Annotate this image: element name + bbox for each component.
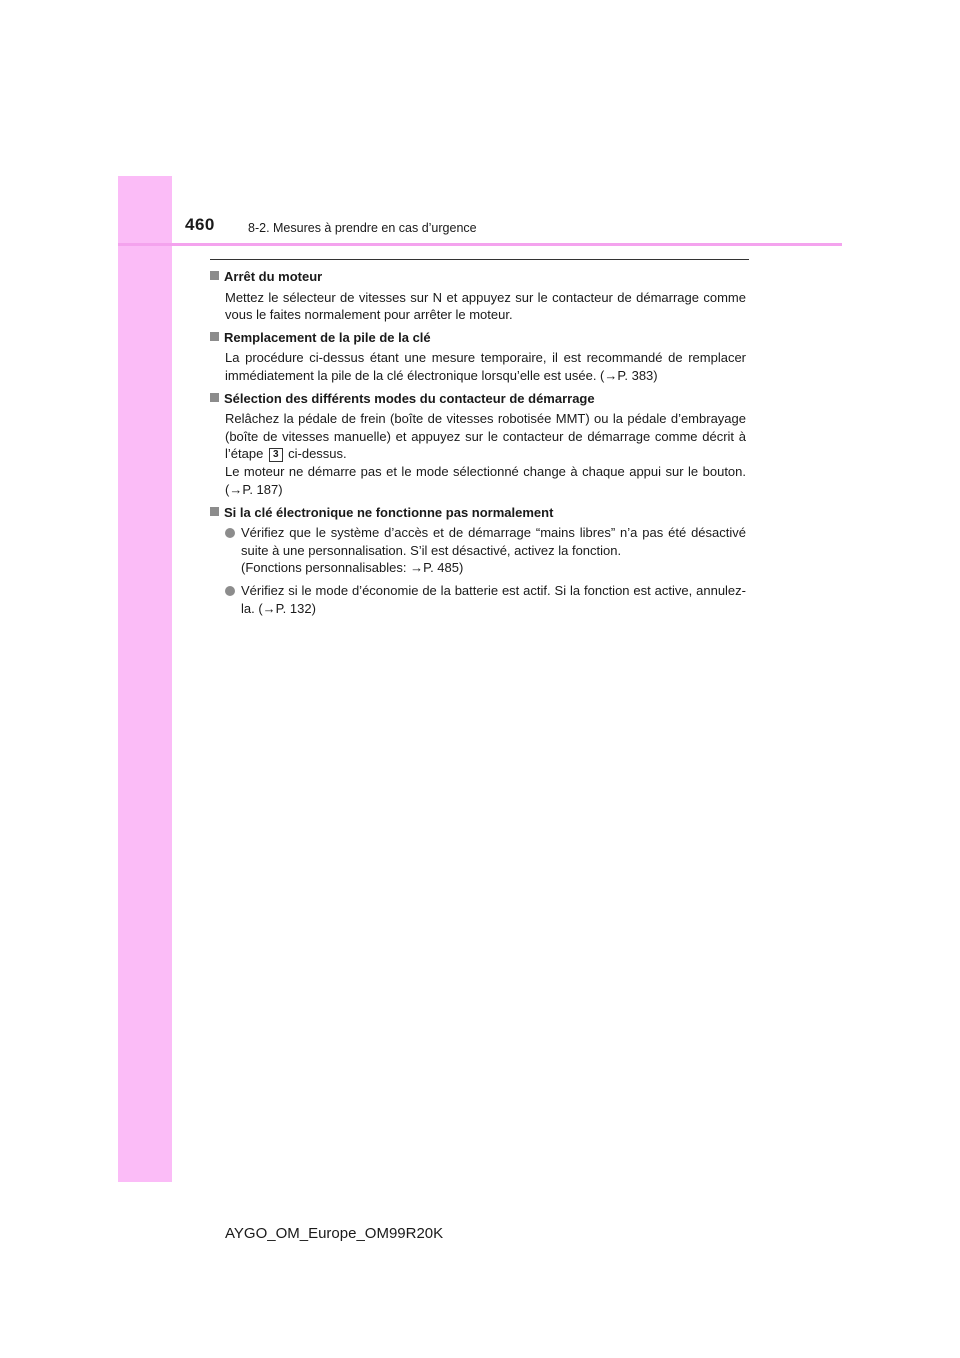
item-body	[210, 410, 746, 498]
list-item-paragraph: Vérifiez si le mode d’économie de la batterie est actif. Si la fonction est active, annulez-la. (→P. 132)	[241, 582, 746, 616]
item-engine-stop	[210, 268, 746, 324]
list-item	[225, 582, 746, 617]
page-number: 460	[185, 215, 215, 234]
item-paragraph: Le moteur ne démarre pas et le mode sélectionné change à chaque appui sur le bouton. (→P. 187)	[225, 464, 746, 497]
item-body	[210, 524, 746, 617]
content-divider	[210, 259, 749, 260]
side-color-band	[118, 176, 172, 1182]
item-title-text: Si la clé électronique ne fonctionne pas normalement	[224, 504, 554, 520]
item-mode-selection	[210, 390, 746, 499]
item-paragraph: Mettez le sélecteur de vitesses sur N et appuyez sur le contacteur de démarrage comme vous le faites normalement pour arrêter le moteur.	[225, 289, 746, 323]
item-title	[210, 329, 746, 347]
list-item	[225, 524, 746, 577]
item-paragraph-text: ci-dessus.	[288, 446, 347, 462]
list-item-text	[241, 524, 746, 577]
list-item-paragraph: Vérifiez que le système d’accès et de démarrage “mains libres” n’a pas été désactivé suite à une personnalisation. S’il est désactivé, activez la fonction.	[241, 525, 746, 558]
step-number-box: 3	[269, 448, 283, 462]
item-body	[210, 289, 746, 324]
footer-doc-id: AYGO_OM_Europe_OM99R20K	[225, 1225, 444, 1242]
item-paragraph: La procédure ci-dessus étant une mesure temporaire, il est recommandé de remplacer immédiatement la pile de la clé électronique lorsqu’elle est usée. (→P. 383)	[225, 350, 746, 383]
item-title	[210, 268, 746, 286]
item-title-text: Remplacement de la pile de la clé	[224, 329, 431, 345]
circle-bullet-icon	[225, 586, 235, 596]
item-title-text: Sélection des différents modes du contacteur de démarrage	[224, 390, 595, 406]
item-title	[210, 504, 746, 522]
square-bullet-icon	[210, 332, 219, 341]
list-item-text	[241, 582, 746, 617]
content-area	[210, 268, 746, 622]
item-paragraph	[225, 410, 746, 463]
circle-bullet-icon	[225, 528, 235, 538]
list-item-paragraph: (Fonctions personnalisables: →P. 485)	[241, 560, 464, 576]
section-title: 8-2. Mesures à prendre en cas d’urgence	[248, 221, 477, 235]
square-bullet-icon	[210, 393, 219, 402]
square-bullet-icon	[210, 507, 219, 516]
item-battery-replacement	[210, 329, 746, 385]
item-body	[210, 349, 746, 384]
square-bullet-icon	[210, 271, 219, 280]
item-paragraph-text: Relâchez la pédale de frein (boîte de vitesses robotisée MMT) ou la pédale d’embrayage (boîte de vitesses manuelle) et appuyez sur le contacteur de démarrage comme décrit à l’étape	[225, 411, 746, 462]
header-rule	[118, 243, 842, 246]
item-title	[210, 390, 746, 408]
item-key-malfunction	[210, 504, 746, 618]
item-title-text: Arrêt du moteur	[224, 269, 323, 284]
